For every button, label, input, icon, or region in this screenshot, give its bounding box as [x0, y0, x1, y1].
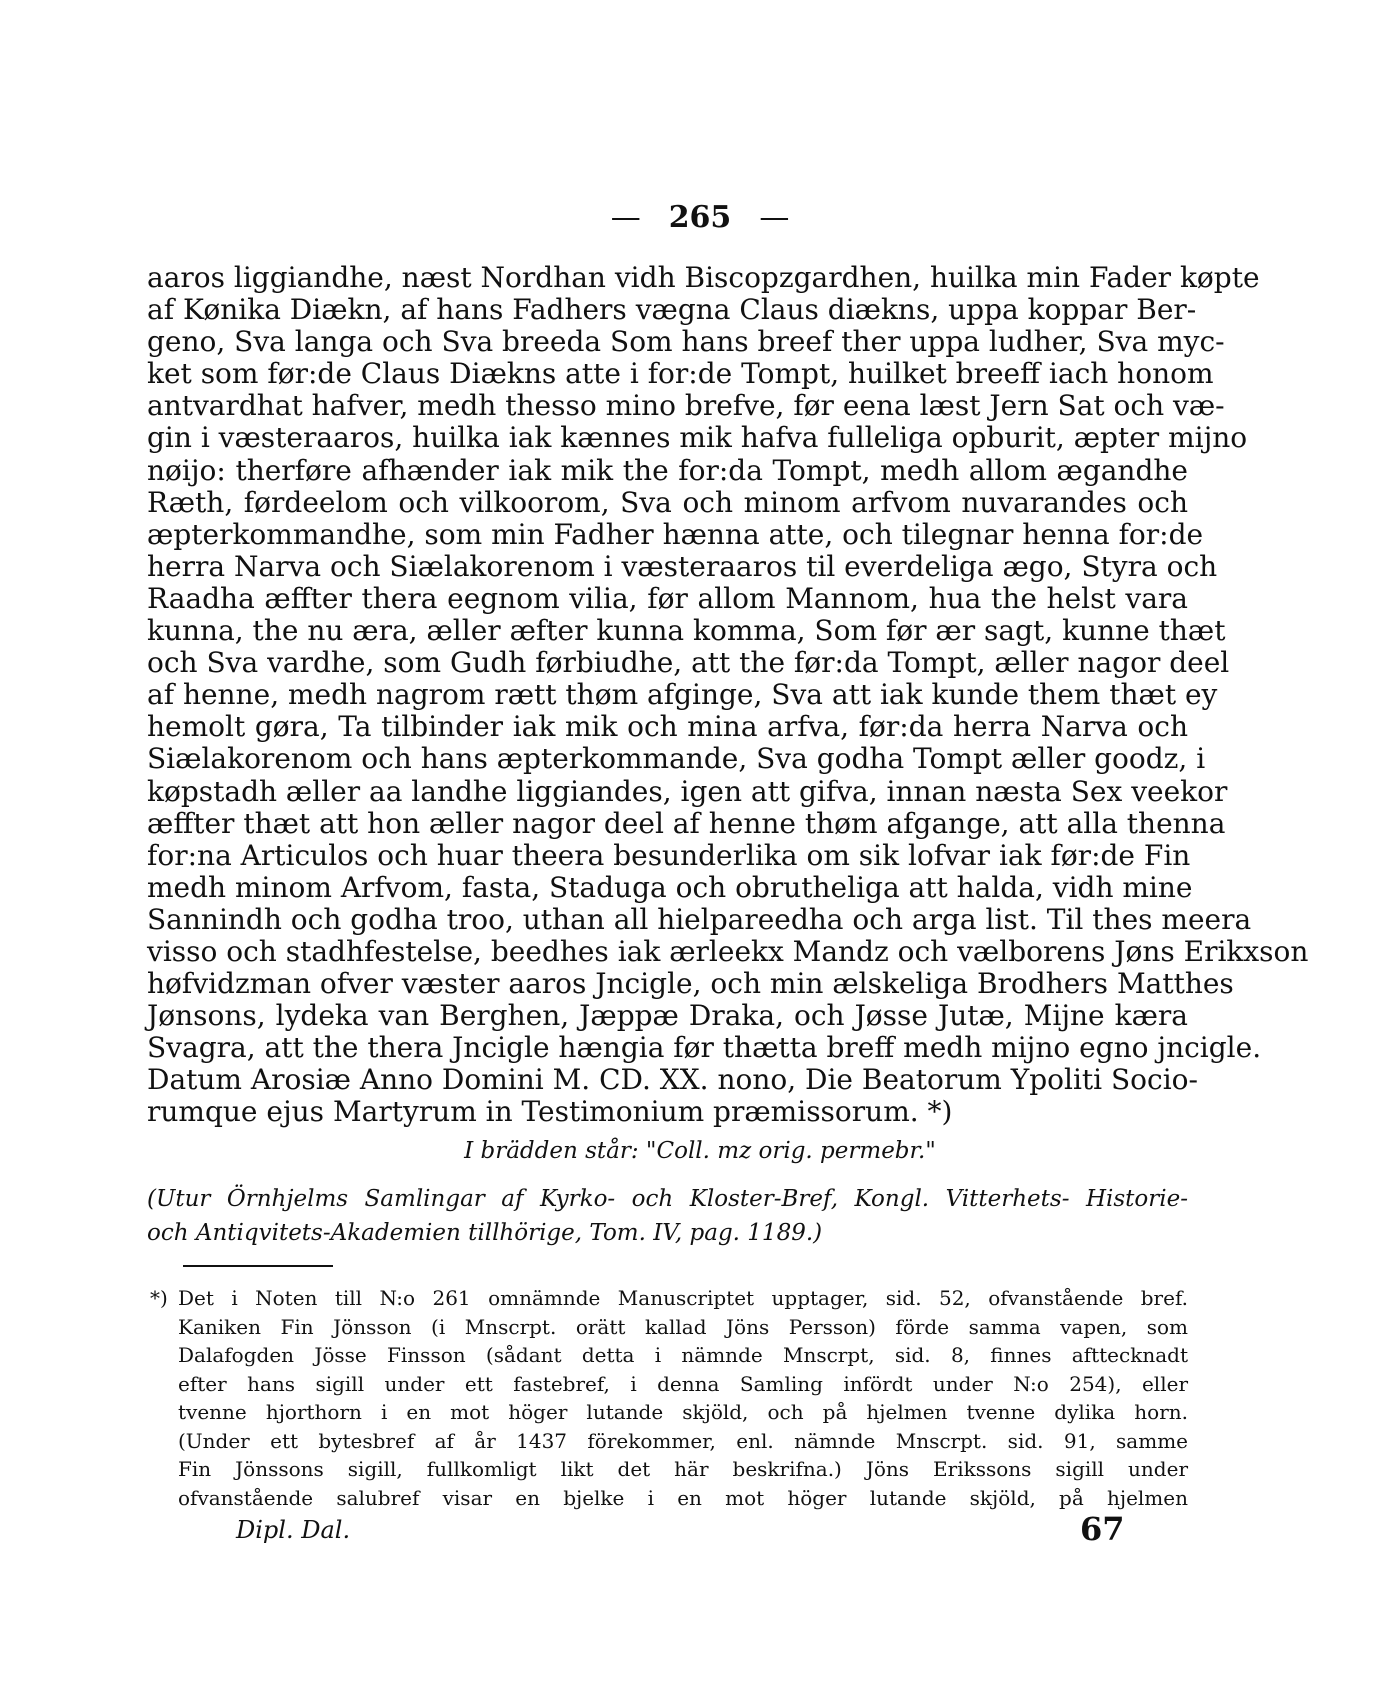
footnote-line: ofvanstående salubref visar en bjelke i en mot höger lutande skjöld, på hjelmen [178, 1485, 1188, 1510]
text-line: hemolt gøra, Ta tilbinder iak mik och mina arfva, før:da herra Narva och [147, 710, 1188, 744]
footnote-line: Kaniken Fin Jönsson (i Mnscrpt. orätt kallad Jöns Persson) förde samma vapen, som [178, 1314, 1188, 1339]
text-line: nøijo: therføre afhænder iak mik the for:da Tompt, medh allom ægandhe [147, 453, 1188, 487]
text-line: herra Narva och Siælakorenom i væsteraaros til everdeliga ægo, Styra och [147, 549, 1218, 583]
text-line: antvardhat hafver, medh thesso mino brefve, før eena læst Jern Sat och væ- [147, 389, 1225, 423]
page-number-header [0, 200, 1400, 235]
header-dash-right: — [759, 200, 790, 235]
margin-note: I brädden står: "Coll. mz orig. permebr." [464, 1138, 936, 1164]
footnote-line: Fin Jönssons sigill, fullkomligt likt det här beskrifna.) Jöns Erikssons sigill under [178, 1457, 1188, 1481]
footnote-line: (Under ett bytesbref af år 1437 förekommer, enl. nämnde Mnscrpt. sid. 91, samme [178, 1428, 1188, 1453]
footnote-line-text: Det i Noten till N:o 261 omnämnde Manuscriptet upptager, sid. 52, ofvanstående bref. [178, 1286, 1188, 1310]
text-line: Jønsons, lydeka van Berghen, Jæppæ Draka, och Jøsse Jutæ, Mijne kæra [147, 999, 1188, 1033]
footnote-line [150, 1284, 1188, 1313]
text-line: Sannindh och godha troo, uthan all hielpareedha och arga list. Til thes meera [147, 902, 1252, 936]
footnote-line: tvenne hjorthorn i en mot höger lutande skjöld, och på hjelmen tvenne dylika horn. [178, 1400, 1188, 1424]
text-line: Raadha æffter thera eegnom vilia, før allom Mannom, hua the helst vara [147, 581, 1188, 615]
header-dash-left: — [610, 200, 641, 235]
text-line: aaros liggiandhe, næst Nordhan vidh Biscopzgardhen, huilka min Fader køpte [147, 261, 1260, 294]
text-line: kunna, the nu æra, æller æfter kunna komma, Som før ær sagt, kunne thæt [147, 614, 1226, 648]
footnote [150, 1284, 1188, 1512]
main-text [147, 261, 1309, 1129]
text-line: ket som før:de Claus Diækns atte i for:de Tompt, huilket breeff iach honom [147, 357, 1214, 391]
page-number: 265 [668, 200, 732, 235]
text-line: Siælakorenom och hans æpterkommande, Sva godha Tompt æller goodz, i [147, 742, 1206, 776]
sheet-number: 67 [1080, 1510, 1125, 1548]
text-line: høfvidzman ofver væster aaros Jncigle, och min ælskeliga Brodhers Matthes [147, 967, 1234, 1001]
text-line: for:na Articulos och huar theera besunderlika om sik lofvar iak før:de Fin [147, 838, 1191, 872]
text-line: visso och stadhfestelse, beedhes iak ærleekx Mandz och vælborens Jøns Erikxson [147, 934, 1309, 968]
text-line: Ræth, førdeelom och vilkoorom, Sva och minom arfvom nuvarandes och [147, 485, 1188, 519]
text-line: æpterkommandhe, som min Fadher hænna atte, och tilegnar henna for:de [147, 517, 1204, 551]
text-line: af henne, medh nagrom rætt thøm afginge, Sva att iak kunde them thæt ey [147, 678, 1218, 712]
signature-mark: Dipl. Dal. [236, 1516, 351, 1544]
source-citation [147, 1182, 1188, 1250]
footnote-marker: *) [150, 1286, 168, 1310]
text-line: rumque ejus Martyrum in Testimonium præmissorum. *) [147, 1095, 953, 1129]
footnote-line: Dalafogden Jösse Finsson (sådant detta i nämnde Mnscrpt, sid. 8, finnes afttecknadt [178, 1343, 1188, 1367]
text-line: och Sva vardhe, som Gudh førbiudhe, att the før:da Tompt, æller nagor deel [147, 646, 1230, 680]
text-line: geno, Sva langa och Sva breeda Som hans breef ther uppa ludher, Sva myc- [147, 325, 1225, 359]
text-line: Svagra, att the thera Jncigle hængia før thætta breff medh mijno egno jncigle. [147, 1031, 1262, 1065]
text-line: gin i væsteraaros, huilka iak kænnes mik hafva fulleliga opburit, æpter mijno [147, 421, 1248, 455]
text-line: Datum Arosiæ Anno Domini M. CD. XX. nono, Die Beatorum Ypoliti Socio- [147, 1063, 1198, 1097]
source-line: och Antiqvitets-Akademien tillhörige, Tom. IV, pag. 1189.) [147, 1220, 823, 1246]
footnote-divider [183, 1265, 333, 1267]
text-line: køpstadh æller aa landhe liggiandes, igen att gifva, innan næsta Sex veekor [147, 774, 1228, 808]
source-line: (Utur Örnhjelms Samlingar af Kyrko- och Kloster-Bref, Kongl. Vitterhets- Historie- [147, 1186, 1188, 1212]
footnote-line: efter hans sigill under ett fastebref, i denna Samling infördt under N:o 254), eller [178, 1371, 1188, 1396]
text-line: medh minom Arfvom, fasta, Staduga och obrutheliga att halda, vidh mine [147, 870, 1193, 904]
text-line: æffter thæt att hon æller nagor deel af henne thøm afgange, att alla thenna [147, 806, 1226, 840]
text-line: af Kønika Diækn, af hans Fadhers vægna Claus diækns, uppa koppar Ber- [147, 293, 1197, 327]
